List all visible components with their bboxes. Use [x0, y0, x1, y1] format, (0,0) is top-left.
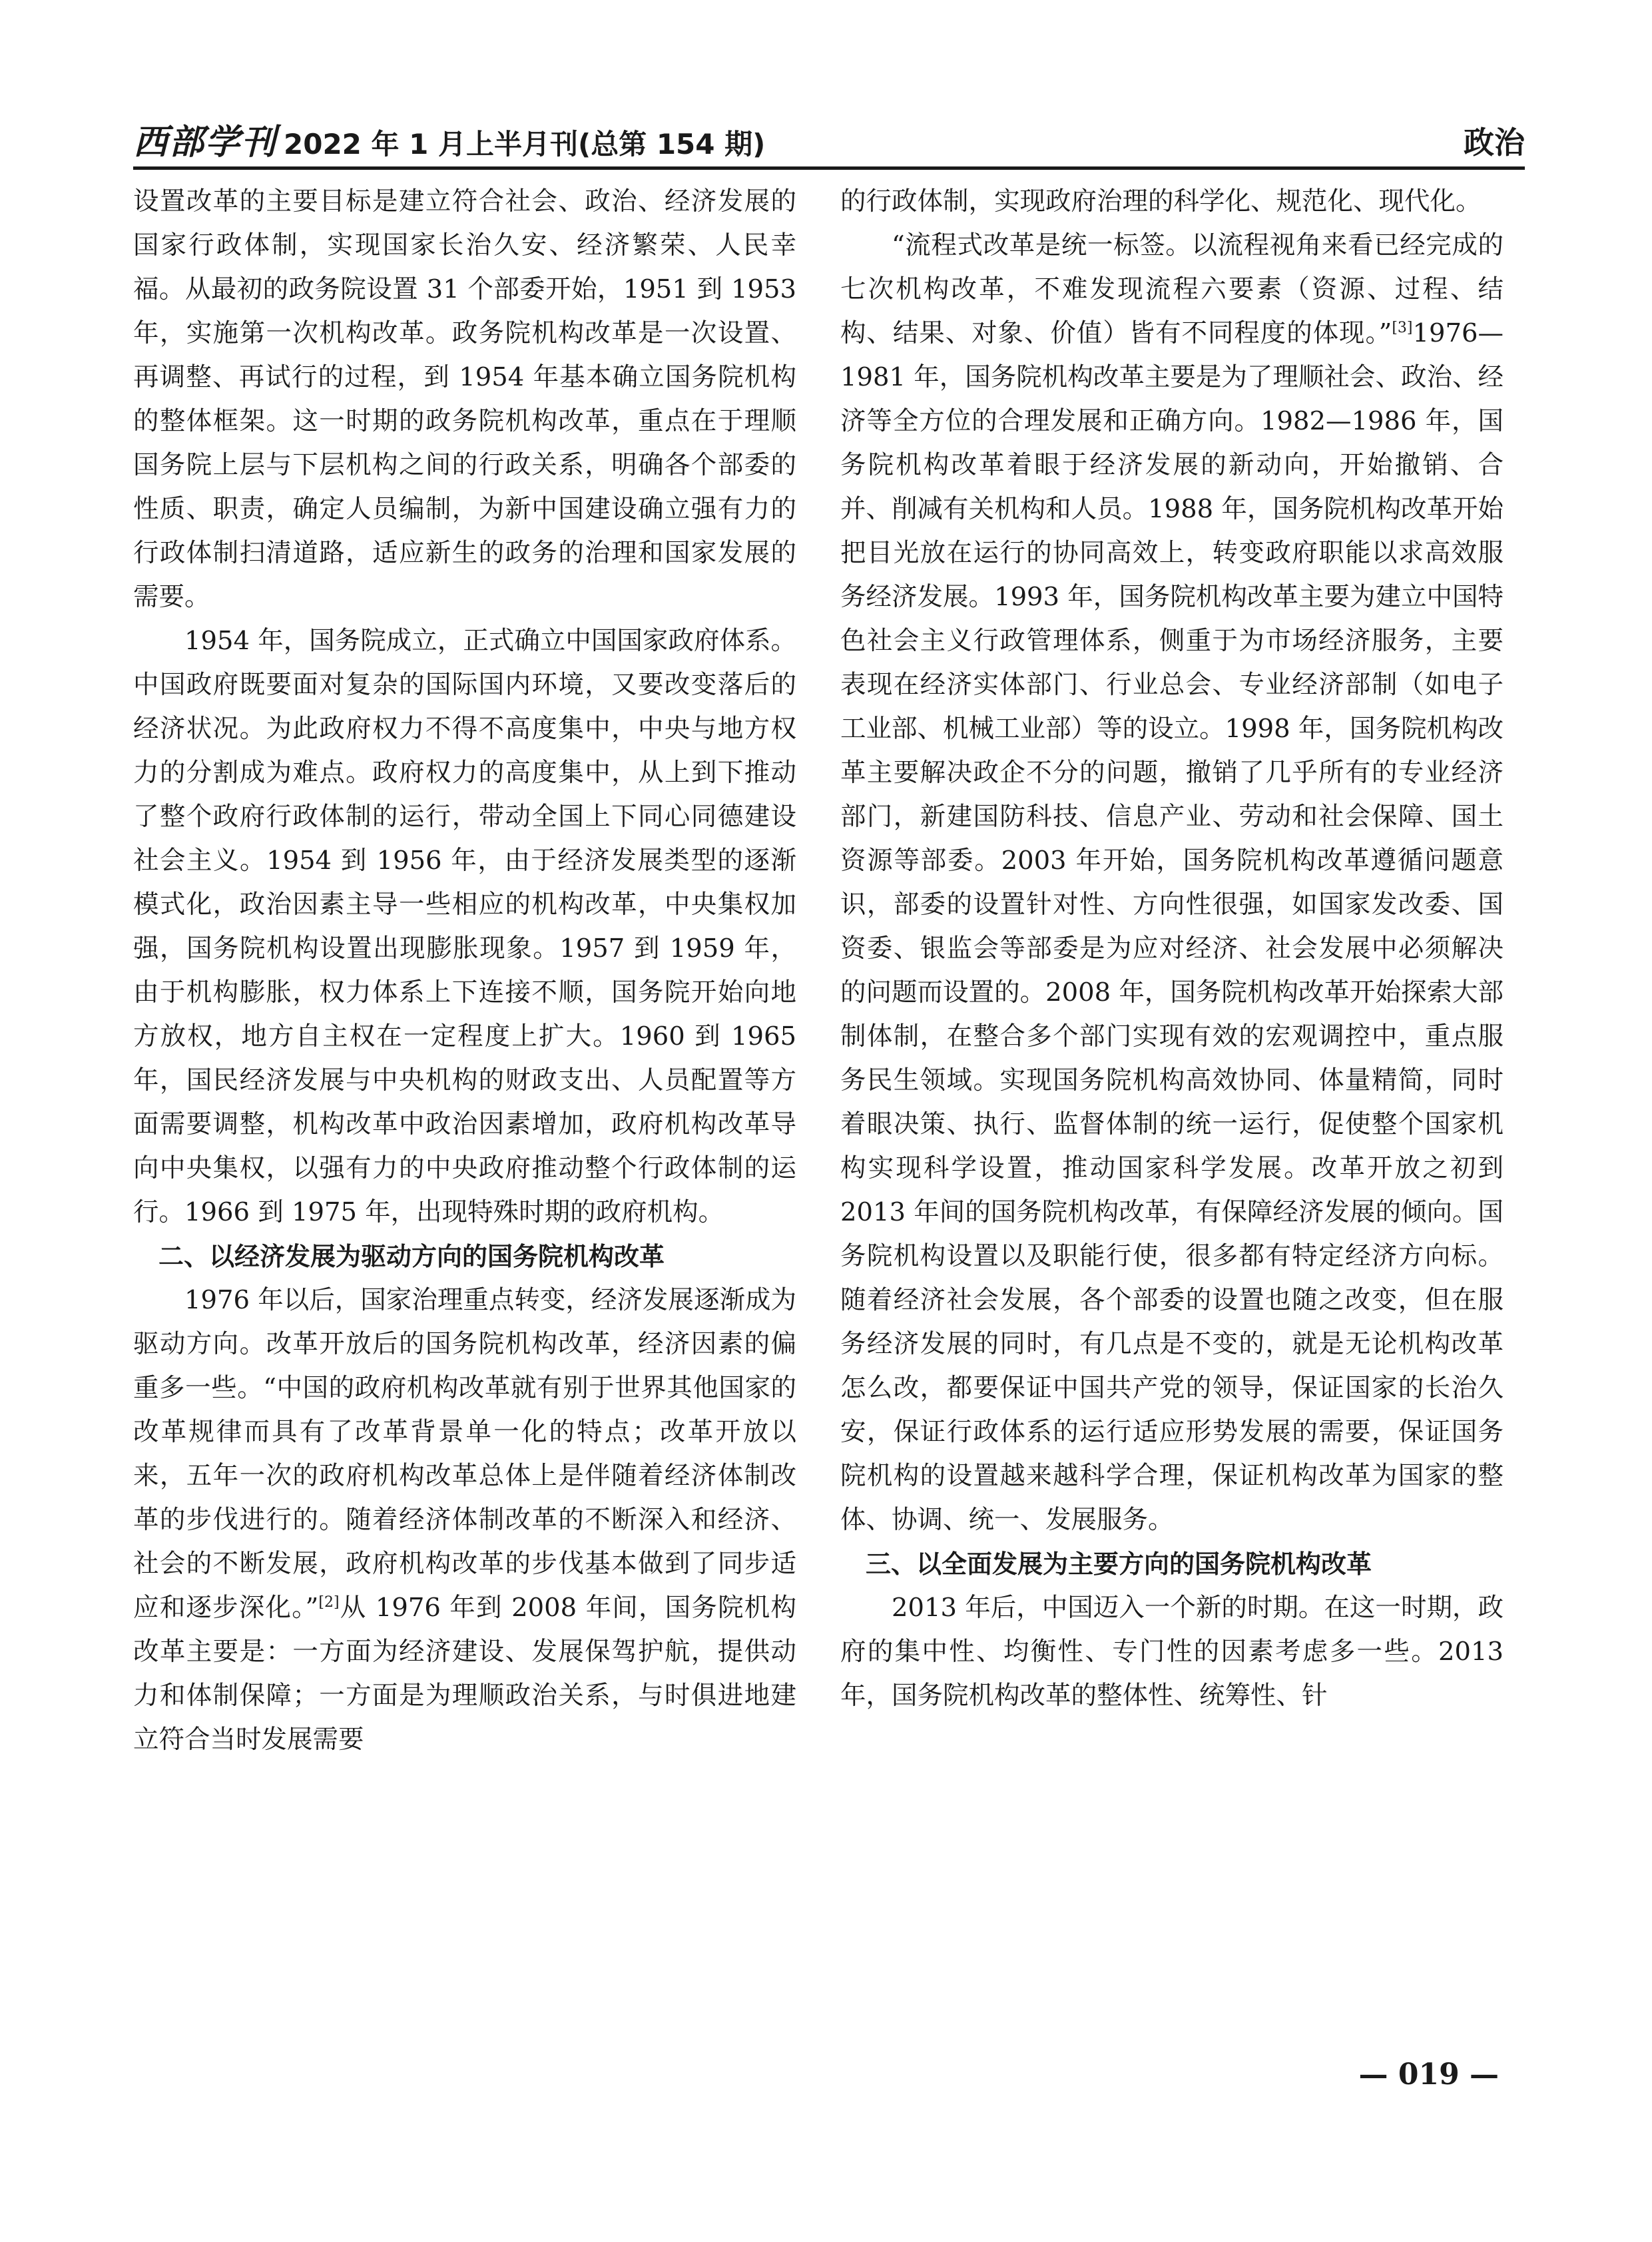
- paragraph-text: 从 1976 年到 2008 年间，国务院机构改革主要是：一方面为经济建设、发展保驾护航，提供动力和体制保障；一方面是为理顺政治关系，与时俱进地建立符合当时发展需要: [133, 1593, 796, 1755]
- section-label: 政治: [1464, 125, 1525, 161]
- citation-ref: [3]: [1392, 320, 1413, 337]
- paragraph: [840, 224, 1504, 1542]
- page-number: — 019 —: [1358, 2058, 1499, 2092]
- running-header: [133, 113, 1525, 160]
- citation-ref: [2]: [318, 1594, 340, 1611]
- right-column: [840, 180, 1504, 1718]
- section-heading: 三、以全面发展为主要方向的国务院机构改革: [866, 1549, 1372, 1579]
- paragraph: 1954 年，国务院成立，正式确立中国国家政府体系。中国政府既要面对复杂的国际国内环境，又要改变落后的经济状况。为此政府权力不得不高度集中，中央与地方权力的分割成为难点。政府权力的高度集中，从上到下推动了整个政府行政体制的运行，带动全国上下同心同德建设社会主义。1954 到 1956 年，由于经济发展类型的逐渐模式化，政治因素主导一些相应的机构改革，中央集权加强，国务院机构设置出现膨胀现象。1957 到 1959 年，由于机构膨胀，权力体系上下连接不顺，国务院开始向地方放权，地方自主权在一定程度上扩大。1960 到 1965 年，国民经济发展与中央机构的财政支出、人员配置等方面需要调整，机构改革中政治因素增加，政府机构改革导向中央集权，以强有力的中央政府推动整个行政体制的运行。1966 到 1975 年，出现特殊时期的政府机构。: [133, 626, 796, 1227]
- header-rule: [133, 166, 1525, 170]
- paragraph: 的行政体制，实现政府治理的科学化、规范化、现代化。: [840, 186, 1482, 216]
- paragraph-text: “流程式改革是统一标签。以流程视角来看已经完成的七次机构改革，不难发现流程六要素（资源、过程、结构、结果、对象、价值）皆有不同程度的体现。”: [840, 230, 1504, 348]
- paragraph-text: 1976 年以后，国家治理重点转变，经济发展逐渐成为驱动方向。改革开放后的国务院机构改革，经济因素的偏重多一些。“中国的政府机构改革就有别于世界其他国家的改革规律而具有了改革背景单一化的特点；改革开放以来，五年一次的政府机构改革总体上是伴随着经济体制改革的步伐进行的。随着经济体制改革的不断深入和经济、社会的不断发展，政府机构改革的步伐基本做到了同步适应和逐步深化。”: [133, 1285, 796, 1623]
- paragraph: [133, 1278, 796, 1762]
- paragraph-text: 1976—1981 年，国务院机构改革主要是为了理顺社会、政治、经济等全方位的合理发展和正确方向。1982—1986 年，国务院机构改革着眼于经济发展的新动向，开始撤销、合并、削减有关机构和人员。1988 年，国务院机构改革开始把目光放在运行的协同高效上，转变政府职能以求高效服务经济发展。1993 年，国务院机构改革主要为建立中国特色社会主义行政管理体系，侧重于为市场经济服务，主要表现在经济实体部门、行业总会、专业经济部制（如电子工业部、机械工业部）等的设立。1998 年，国务院机构改革主要解决政企不分的问题，撤销了几乎所有的专业经济部门，新建国防科技、信息产业、劳动和社会保障、国土资源等部委。2003 年开始，国务院机构改革遵循问题意识，部委的设置针对性、方向性很强，如国家发改委、国资委、银监会等部委是为应对经济、社会发展中必须解决的问题而设置的。2008 年，国务院机构改革开始探索大部制体制，在整合多个部门实现有效的宏观调控中，重点服务民生领域。实现国务院机构高效协同、体量精简，同时着眼决策、执行、监督体制的统一运行，促使整个国家机构实现科学设置，推动国家科学发展。改革开放之初到 2013 年间的国务院机构改革，有保障经济发展的倾向。国务院机构设置以及职能行使，很多都有特定经济方向标。随着经济社会发展，各个部委的设置也随之改变，但在服务经济发展的同时，有几点是不变的，就是无论机构改革怎么改，都要保证中国共产党的领导，保证国家的长治久安，保证行政体系的运行适应形势发展的需要，保证国务院机构的设置越来越科学合理，保证机构改革为国家的整体、协调、统一、发展服务。: [840, 318, 1504, 1535]
- issue-info: 2022 年 1 月上半月刊(总第 154 期): [284, 127, 766, 160]
- paragraph: 2013 年后，中国迈入一个新的时期。在这一时期，政府的集中性、均衡性、专门性的因素考虑多一些。2013 年，国务院机构改革的整体性、统筹性、针: [840, 1593, 1504, 1711]
- journal-info: [133, 122, 766, 162]
- journal-logo: 西部学刊: [133, 122, 278, 162]
- left-column: [133, 180, 796, 1762]
- section-heading: 二、以经济发展为驱动方向的国务院机构改革: [158, 1242, 665, 1271]
- paragraph: 设置改革的主要目标是建立符合社会、政治、经济发展的国家行政体制，实现国家长治久安、经济繁荣、人民幸福。从最初的政务院设置 31 个部委开始，1951 到 1953 年，实施第一次机构改革。政务院机构改革是一次设置、再调整、再试行的过程，到 1954 年基本确立国务院机构的整体框架。这一时期的政务院机构改革，重点在于理顺国务院上层与下层机构之间的行政关系，明确各个部委的性质、职责，确定人员编制，为新中国建设确立强有力的行政体制扫清道路，适应新生的政务的治理和国家发展的需要。: [133, 186, 796, 612]
